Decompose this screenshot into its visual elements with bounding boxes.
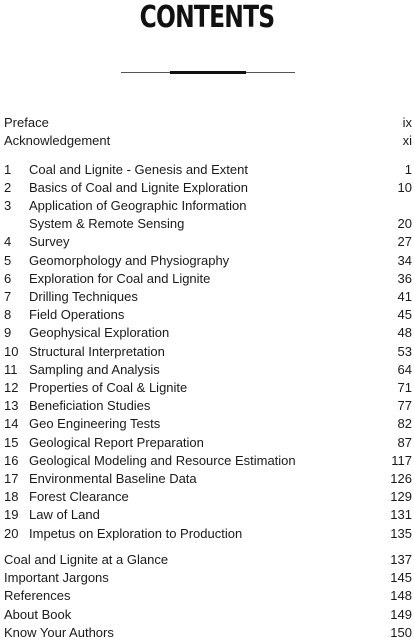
toc-entry-chapter[interactable]	[4, 179, 412, 197]
chapter-number: 12	[4, 379, 19, 395]
entry-title: Forest Clearance	[29, 489, 129, 505]
toc-entry-back-matter[interactable]	[4, 606, 412, 624]
entry-title: Geo Engineering Tests	[29, 416, 161, 432]
entry-page-number: 53	[397, 343, 412, 359]
entry-page-number: 137	[390, 552, 412, 567]
chapter-number: 7	[4, 288, 12, 304]
entry-title: About Book	[4, 606, 72, 622]
toc-entry-chapter[interactable]	[4, 506, 412, 524]
entry-page-number: xi	[402, 133, 412, 149]
toc-entry-chapter[interactable]	[4, 306, 412, 324]
entry-title: Beneficiation Studies	[29, 398, 151, 414]
entry-title: Coal and Lignite - Genesis and Extent	[29, 161, 248, 177]
entry-page-number: 36	[397, 270, 412, 286]
toc-entry-chapter[interactable]	[4, 397, 412, 415]
entry-page-number: 34	[397, 252, 412, 268]
entry-title: Exploration for Coal and Lignite	[29, 270, 211, 286]
entry-page-number: 41	[397, 288, 412, 304]
chapter-number: 6	[4, 270, 12, 286]
chapter-number: 15	[4, 434, 19, 450]
title-rule-accent	[170, 71, 246, 74]
entry-page-number: 87	[397, 434, 412, 450]
chapter-number: 13	[4, 398, 19, 414]
chapter-number: 19	[4, 507, 19, 523]
entry-page-number: 129	[390, 489, 412, 505]
entry-title: Drilling Techniques	[29, 288, 138, 304]
toc-entry-chapter[interactable]	[4, 525, 412, 543]
entry-page-number: 117	[391, 452, 412, 468]
toc-entry-chapter[interactable]	[4, 361, 412, 379]
chapter-number: 20	[4, 525, 19, 541]
entry-title: Know Your Authors	[4, 624, 114, 640]
entry-page-number: 71	[397, 379, 412, 395]
entry-title: Application of Geographic Information	[29, 197, 247, 213]
entry-title: Field Operations	[29, 307, 125, 323]
page-title: CONTENTS	[139, 0, 275, 35]
toc-entry-chapter[interactable]	[4, 161, 412, 179]
chapter-number: 11	[4, 361, 18, 377]
toc-entry-chapter[interactable]	[4, 470, 412, 488]
entry-page-number: 27	[397, 234, 412, 250]
entry-title: Impetus on Exploration to Production	[29, 525, 243, 541]
entry-title: Geological Report Preparation	[29, 434, 204, 450]
toc-entry-chapter[interactable]	[4, 379, 412, 397]
entry-title: Geophysical Exploration	[29, 325, 170, 341]
entry-title: System & Remote Sensing	[29, 216, 185, 232]
entry-title: Acknowledgement	[4, 133, 111, 149]
toc-entry-chapter-continued[interactable]	[4, 215, 412, 233]
entry-title: References	[4, 588, 71, 604]
toc-entry-front-matter[interactable]	[4, 114, 412, 132]
toc-entry-chapter[interactable]	[4, 233, 412, 251]
toc-entry-chapter[interactable]	[4, 197, 412, 215]
entry-page-number: 131	[390, 507, 412, 523]
toc-entry-chapter[interactable]	[4, 343, 412, 361]
toc-entry-back-matter[interactable]	[4, 624, 412, 642]
entry-title: Coal and Lignite at a Glance	[4, 552, 169, 567]
entry-title: Preface	[4, 115, 49, 130]
entry-page-number: 10	[397, 179, 412, 195]
entry-page-number: 77	[397, 398, 412, 414]
entry-page-number: 126	[390, 470, 412, 486]
toc-entry-chapter[interactable]	[4, 324, 412, 342]
chapter-number: 8	[4, 307, 12, 323]
toc-entry-chapter[interactable]	[4, 488, 412, 506]
entry-title: Basics of Coal and Lignite Exploration	[29, 179, 248, 195]
entry-title: Law of Land	[29, 507, 100, 523]
toc-entry-back-matter[interactable]	[4, 569, 412, 587]
chapter-number: 14	[4, 416, 19, 432]
entry-title: Survey	[29, 234, 70, 250]
toc-entry-back-matter[interactable]	[4, 551, 412, 569]
entry-page-number: 135	[390, 525, 412, 541]
toc-entry-chapter[interactable]	[4, 415, 412, 433]
entry-page-number: 1	[404, 161, 412, 177]
entry-page-number: 148	[390, 588, 412, 604]
toc-entry-front-matter[interactable]	[4, 132, 412, 150]
toc-entry-chapter[interactable]	[4, 452, 412, 470]
chapter-number: 5	[4, 252, 12, 268]
entry-page-number: 82	[397, 416, 412, 432]
chapter-number: 3	[4, 197, 12, 213]
chapter-number: 2	[4, 179, 12, 195]
entry-page-number: 149	[390, 606, 412, 622]
entry-page-number: 64	[397, 361, 412, 377]
entry-page-number: 145	[390, 570, 412, 586]
entry-page-number: 45	[397, 307, 412, 323]
entry-page-number: 20	[397, 216, 412, 232]
entry-title: Properties of Coal & Lignite	[29, 379, 188, 395]
entry-page-number: 150	[390, 624, 412, 640]
toc-entry-chapter[interactable]	[4, 270, 412, 288]
entry-title: Geomorphology and Physiography	[29, 252, 230, 268]
chapter-number: 16	[4, 452, 19, 468]
entry-title: Geological Modeling and Resource Estimation	[29, 452, 296, 468]
toc-entry-chapter[interactable]	[4, 288, 412, 306]
entry-title: Environmental Baseline Data	[29, 470, 197, 486]
toc-entry-chapter[interactable]	[4, 434, 412, 452]
entry-title: Important Jargons	[4, 570, 109, 586]
chapter-number: 18	[4, 489, 19, 505]
chapter-number: 9	[4, 325, 12, 341]
toc-entry-chapter[interactable]	[4, 252, 412, 270]
chapter-number: 17	[4, 470, 19, 486]
entry-page-number: ix	[402, 115, 412, 130]
chapter-number: 4	[4, 234, 12, 250]
entry-title: Structural Interpretation	[29, 343, 165, 359]
entry-title: Sampling and Analysis	[29, 361, 160, 377]
entry-page-number: 48	[397, 325, 412, 341]
chapter-number: 10	[4, 343, 19, 359]
toc-entry-back-matter[interactable]	[4, 587, 412, 605]
chapter-number: 1	[4, 161, 12, 177]
